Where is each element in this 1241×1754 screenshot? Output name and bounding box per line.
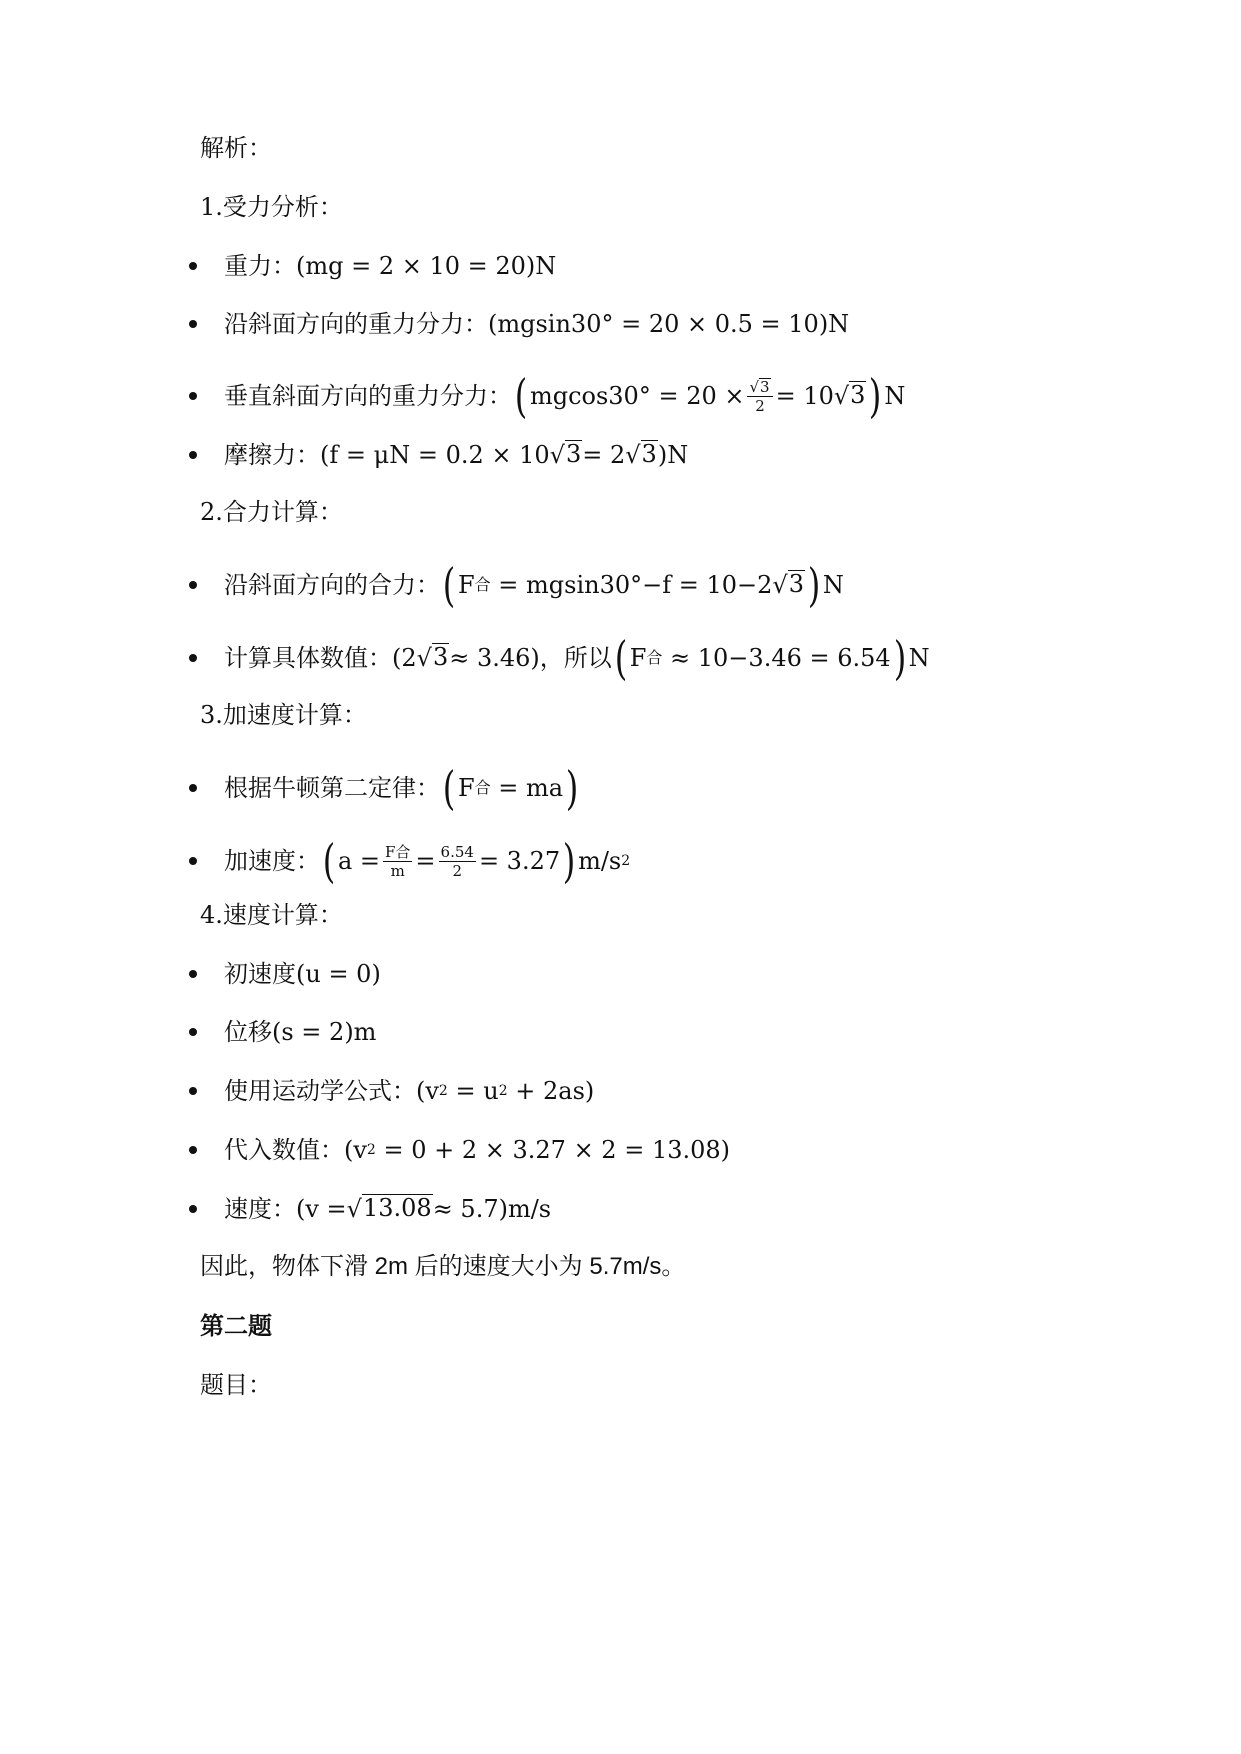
bullet-newton-law [224, 761, 581, 815]
bullet-net-force [224, 558, 844, 612]
subscript: 合 [474, 778, 491, 797]
section-heading-1 [200, 192, 343, 222]
section-heading-4 [200, 900, 343, 930]
formula-part: (2 [392, 644, 417, 672]
bullet-numeric-value [224, 631, 930, 685]
formula [296, 1194, 551, 1224]
formula-part: F [457, 774, 475, 802]
bullet-label: 重力： [224, 252, 296, 280]
left-paren: ( [614, 631, 628, 685]
formula-part: (v = [296, 1195, 347, 1223]
formula-part: = 0 + 2 × 3.27 × 2 = 13.08) [383, 1136, 731, 1164]
bullet-parallel-component [224, 309, 849, 339]
section-heading-3 [200, 700, 367, 730]
bullet-label: 摩擦力： [224, 441, 320, 469]
bullet-kinematics-formula [224, 1076, 594, 1106]
subscript: 合 [646, 648, 663, 667]
right-paren: ) [565, 761, 579, 815]
formula-part: (v [344, 1136, 367, 1164]
subscript: 合 [474, 575, 491, 594]
radicand: 3 [432, 643, 449, 671]
formula [392, 631, 930, 685]
bullet-displacement [224, 1017, 376, 1047]
bullet-text: 位移(s = 2)m [224, 1018, 377, 1046]
bullet-label: 沿斜面方向的合力： [224, 571, 440, 599]
formula [416, 1076, 594, 1106]
formula-part: )N [657, 441, 689, 469]
left-paren: ( [322, 834, 336, 888]
bullet-substitute [224, 1135, 730, 1165]
heading-text: 4.速度计算： [200, 901, 343, 929]
conclusion [200, 1252, 685, 1282]
fraction [747, 378, 772, 415]
radical-sign-icon: √ [833, 382, 850, 410]
bullet-label: 代入数值： [224, 1136, 344, 1164]
sqrt [772, 570, 805, 600]
sqrt [625, 440, 658, 470]
bullet-label: 计算具体数值： [224, 644, 392, 672]
bullet-gravity [224, 251, 556, 281]
radical-sign-icon: √ [625, 441, 641, 469]
radical-sign-icon: √ [346, 1195, 362, 1223]
formula [344, 1135, 730, 1165]
heading-text: 1.受力分析： [200, 193, 343, 221]
sqrt [834, 381, 867, 411]
bullet-velocity [224, 1194, 551, 1224]
superscript: 2 [621, 853, 631, 869]
bullet-friction [224, 440, 688, 470]
sqrt [749, 378, 770, 396]
left-paren: ( [442, 761, 456, 815]
analysis-intro [200, 133, 272, 163]
right-paren: ) [893, 631, 906, 685]
fraction [383, 843, 412, 880]
bullet-label: 根据牛顿第二定律： [224, 774, 440, 802]
denominator: 2 [452, 861, 462, 880]
left-paren: ( [514, 369, 528, 423]
formula-part: mgcos30° = 20 × [529, 382, 745, 410]
heading-text: 3.加速度计算： [200, 701, 367, 729]
conclusion-text: 因此，物体下滑 2m 后的速度大小为 5.7m/s。 [200, 1253, 686, 1280]
radicand: 3 [850, 381, 866, 409]
formula-part: = 2 [582, 441, 626, 469]
radicand: 13.08 [362, 1194, 432, 1222]
unit: N [822, 571, 844, 599]
bullet-label: 加速度： [224, 847, 320, 875]
formula-part: = mgsin30°−f = 10−2 [498, 571, 773, 599]
bullet-normal-component [224, 369, 906, 423]
sqrt [550, 440, 583, 470]
radical-sign-icon: √ [549, 441, 565, 469]
prompt-text: 题目： [200, 1371, 272, 1399]
sqrt [347, 1194, 433, 1224]
bullet-initial-velocity [224, 959, 381, 989]
radicand: 3 [641, 440, 657, 468]
formula-part: (f = μN = 0.2 × 10 [320, 441, 550, 469]
superscript: 2 [498, 1083, 508, 1099]
formula-part: F [629, 644, 647, 672]
formula [320, 834, 631, 888]
formula [440, 558, 844, 612]
formula [512, 369, 906, 423]
superscript: 2 [438, 1083, 448, 1099]
formula [320, 440, 688, 470]
fraction [439, 843, 476, 880]
formula: (mgsin30° = 20 × 0.5 = 10)N [488, 310, 850, 338]
heading-text: 2.合力计算： [200, 498, 343, 526]
question-title-text: 第二题 [200, 1311, 272, 1340]
intro-text: 解析： [200, 134, 272, 162]
sqrt [417, 643, 450, 673]
formula-part: = u [455, 1077, 499, 1105]
question-title [200, 1311, 272, 1341]
bullet-acceleration [224, 834, 631, 888]
radical-sign-icon: √ [416, 644, 432, 672]
unit: m/s [578, 847, 622, 875]
formula-part: ≈ 5.7)m/s [432, 1195, 552, 1223]
right-paren: ) [562, 834, 576, 888]
formula-part: = 10 [775, 382, 834, 410]
denominator: m [390, 861, 405, 880]
formula: (mg = 2 × 10 = 20)N [296, 252, 557, 280]
formula-part: = 3.27 [478, 847, 561, 875]
formula-part: ≈ 10−3.46 = 6.54 [670, 644, 891, 672]
formula-part: = ma [498, 774, 564, 802]
left-paren: ( [442, 558, 456, 612]
bullet-label: 使用运动学公式： [224, 1077, 416, 1105]
right-paren: ) [807, 558, 821, 612]
unit: N [884, 382, 906, 410]
numerator: 6.54 [440, 842, 474, 861]
numerator [747, 378, 772, 397]
formula-part: + 2as) [515, 1077, 595, 1105]
bullet-label: 沿斜面方向的重力分力： [224, 310, 488, 338]
denominator: 2 [755, 396, 765, 415]
bullet-text: 初速度(u = 0) [224, 960, 381, 988]
radicand: 3 [565, 440, 582, 468]
formula-part: = [415, 847, 436, 875]
unit: N [908, 644, 930, 672]
formula-part: (v [416, 1077, 439, 1105]
radical-sign-icon: √ [749, 377, 760, 396]
formula [440, 761, 581, 815]
radicand: 3 [788, 570, 804, 598]
radicand: 3 [760, 377, 770, 396]
right-paren: ) [869, 369, 882, 423]
question-prompt [200, 1370, 272, 1400]
formula-part: a = [337, 847, 380, 875]
bullet-label: 速度： [224, 1195, 296, 1223]
radical-sign-icon: √ [772, 571, 788, 599]
section-heading-2 [200, 497, 343, 527]
formula-part: F [457, 571, 475, 599]
superscript: 2 [366, 1142, 376, 1158]
bullet-label: 垂直斜面方向的重力分力： [224, 382, 512, 410]
numerator: F合 [385, 842, 411, 861]
formula-part: ≈ 3.46)，所以 [449, 644, 612, 672]
